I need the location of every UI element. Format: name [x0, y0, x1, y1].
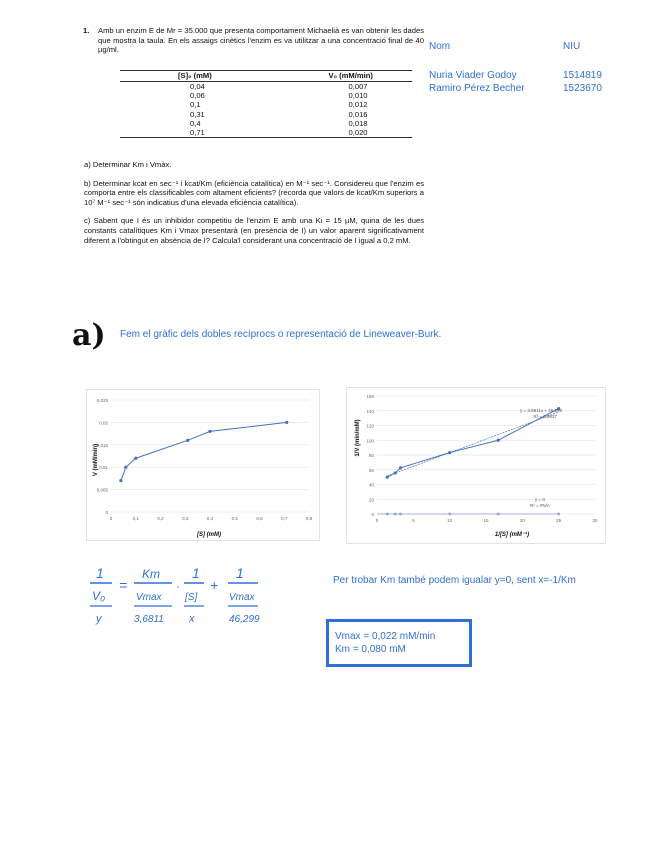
- y-tick-label: 0,025: [96, 398, 108, 403]
- data-point: [399, 466, 402, 469]
- y-tick-label: 0: [371, 512, 374, 517]
- data-point: [497, 513, 500, 516]
- x-tick-label: 0,2: [157, 516, 164, 521]
- student-name: Ramiro Pérez Becher: [429, 83, 525, 94]
- x-axis-label: [S] (mM): [197, 532, 221, 538]
- y-tick-label: 100: [366, 438, 374, 444]
- x-tick-label: 0,3: [182, 516, 189, 521]
- table-row: [120, 82, 412, 92]
- cell: 0,018: [348, 118, 368, 128]
- data-point: [448, 451, 451, 454]
- x-tick-label: 0,6: [256, 516, 263, 521]
- trend-r2: R² = #N/A: [530, 503, 550, 508]
- eq-plus: +: [210, 577, 219, 593]
- eq-vmax-b: Vmax: [229, 592, 255, 603]
- x-tick-label: 20: [519, 518, 525, 523]
- cell: 0,012: [348, 100, 368, 110]
- cell: 0,4: [190, 118, 201, 128]
- data-point: [124, 466, 127, 469]
- x-tick-label: 10: [447, 518, 453, 523]
- x-tick-label: 0,5: [231, 516, 238, 521]
- problem-number: 1.: [83, 26, 90, 35]
- table-row: [120, 110, 412, 119]
- student-name: Nuria Viader Godoy: [429, 70, 517, 81]
- questions: [84, 160, 424, 245]
- data-point: [134, 457, 137, 460]
- y-tick-label: 20: [368, 497, 374, 503]
- cell: 0,71: [120, 128, 239, 138]
- trend-r2: R² = 0,9837: [533, 414, 557, 419]
- data-point: [394, 513, 397, 516]
- chart-michaelis-menten: [86, 389, 320, 541]
- y-tick-label: 0,02: [99, 420, 108, 426]
- cell: 0,010: [348, 91, 368, 101]
- eq-vmax: Vmax: [136, 592, 162, 603]
- y-tick-label: 60: [368, 467, 374, 473]
- answer-intro: Fem el gràfic dels dobles recíprocs o representació de Lineweaver-Burk.: [120, 329, 442, 340]
- y-tick-label: 140: [366, 408, 374, 414]
- table-row: [120, 91, 412, 100]
- x-tick-label: 0,8: [305, 516, 313, 521]
- data-point: [285, 421, 288, 424]
- y-tick-label: 0: [105, 510, 108, 515]
- data-point: [186, 439, 189, 442]
- table-header-s: [S]₀ (mM): [120, 71, 239, 82]
- cell: 0,1: [190, 100, 201, 110]
- data-point: [386, 476, 389, 479]
- table-header-v: V₀ (mM/min): [239, 71, 412, 82]
- chart2-svg: [347, 388, 605, 543]
- data-table: [120, 70, 412, 138]
- x-tick-label: 0: [109, 516, 113, 521]
- student-niu: 1514819: [563, 70, 602, 81]
- y-tick-label: 160: [366, 394, 374, 399]
- equation-handwritten: [86, 560, 286, 630]
- cell: 0,06: [190, 91, 205, 101]
- eq-slope: 3,6811: [134, 614, 164, 625]
- y-tick-label: 0,015: [96, 442, 108, 448]
- cell: 0,016: [348, 109, 368, 119]
- cell: 0,04: [190, 82, 205, 91]
- y-tick-label: 40: [368, 482, 374, 488]
- y-tick-label: 0,01: [99, 465, 108, 471]
- data-point: [497, 439, 500, 442]
- eq-km: Km: [142, 567, 160, 581]
- eq-s: [S]: [185, 592, 198, 603]
- table-row: [120, 119, 412, 128]
- cell: 0,007: [348, 82, 368, 91]
- data-point: [448, 513, 451, 516]
- niu-header: NIU: [563, 41, 581, 52]
- eq-dot: ·: [176, 579, 180, 593]
- trend-label: y = 3,6811x + 46,299: [520, 408, 562, 413]
- x-tick-label: 30: [592, 518, 598, 523]
- chart1-svg: [87, 390, 319, 540]
- x-tick-label: 0: [375, 518, 379, 523]
- eq-y: y: [96, 613, 102, 625]
- result-vmax: Vmax = 0,022 mM/min: [335, 631, 436, 642]
- y-tick-label: 120: [366, 423, 374, 429]
- problem-statement: [84, 26, 424, 55]
- cell: 0,020: [239, 128, 412, 138]
- answer-label: a): [72, 318, 106, 353]
- x-tick-label: 25: [556, 518, 562, 523]
- data-point: [557, 513, 560, 516]
- eq-one-b: 1: [236, 565, 244, 581]
- eq-intercept: 46,299: [229, 614, 260, 625]
- data-point: [394, 471, 397, 474]
- table-row: [120, 128, 412, 138]
- table-row: [120, 100, 412, 109]
- data-point: [208, 430, 211, 433]
- y-tick-label: 0,005: [96, 487, 108, 493]
- nom-header: Nom: [429, 41, 451, 52]
- eq-one: 1: [192, 565, 200, 581]
- result-box: [326, 619, 472, 667]
- y-tick-label: 80: [368, 453, 374, 458]
- x-tick-label: 15: [483, 518, 489, 523]
- data-point: [386, 513, 389, 516]
- eq-x: x: [189, 613, 195, 625]
- eq-lhs-den: V₀: [92, 589, 106, 603]
- question-c: c) Sabent que I és un inhibidor competitiu de l'enzim E amb una Ki = 15 µM, quina de les dues constants catalítiques Km i Vmax presentarà (en presència de I) un valor aparent significativament diferent a l'obtingut en absència de I? Calcula'l considerant una concentració de I igual a 0,2 mM.: [84, 216, 424, 245]
- eq-equals: =: [119, 577, 128, 593]
- data-point: [399, 513, 402, 516]
- y-axis-label: 1/V (min/mM): [355, 419, 361, 457]
- chart-lineweaver-burk: [346, 387, 606, 544]
- data-point: [119, 479, 122, 482]
- trend-label: y = 0: [535, 497, 545, 502]
- x-tick-label: 0,7: [281, 516, 288, 521]
- question-a: a) Determinar Km i Vmàx.: [84, 160, 172, 169]
- series-line: [121, 422, 287, 480]
- student-niu: 1523670: [563, 83, 602, 94]
- x-tick-label: 5: [412, 518, 415, 523]
- x-tick-label: 0,1: [132, 516, 139, 521]
- cell: 0,31: [190, 109, 205, 119]
- x-tick-label: 0,4: [206, 516, 214, 521]
- y-axis-label: V (mM/min): [93, 443, 99, 477]
- answer-note: Per trobar Km també podem igualar y=0, sent x=-1/Km: [333, 575, 576, 586]
- eq-lhs-num: 1: [96, 565, 104, 581]
- question-b: b) Determinar kcat en sec⁻¹ i kcat/Km (eficiència catalítica) en M⁻¹ sec⁻¹. Considereu que l'enzim es comporta entre els classificables com altament eficients? (recorda que valors de kcat/Km superiors a 10⁷ M⁻¹ sec⁻¹ són indicatius d'una elevada eficiència catalítica).: [84, 178, 424, 207]
- result-km: Km = 0,080 mM: [335, 644, 406, 655]
- problem-text: Amb un enzim E de Mr = 35.000 que presenta comportament Michaelià es van obtenir les dades que mostra la taula. En els assaigs cinètics l'enzim es va utilitzar a una concentració final de 40 µg/ml.: [98, 26, 424, 55]
- x-axis-label: 1/[S] (mM⁻¹): [494, 532, 530, 538]
